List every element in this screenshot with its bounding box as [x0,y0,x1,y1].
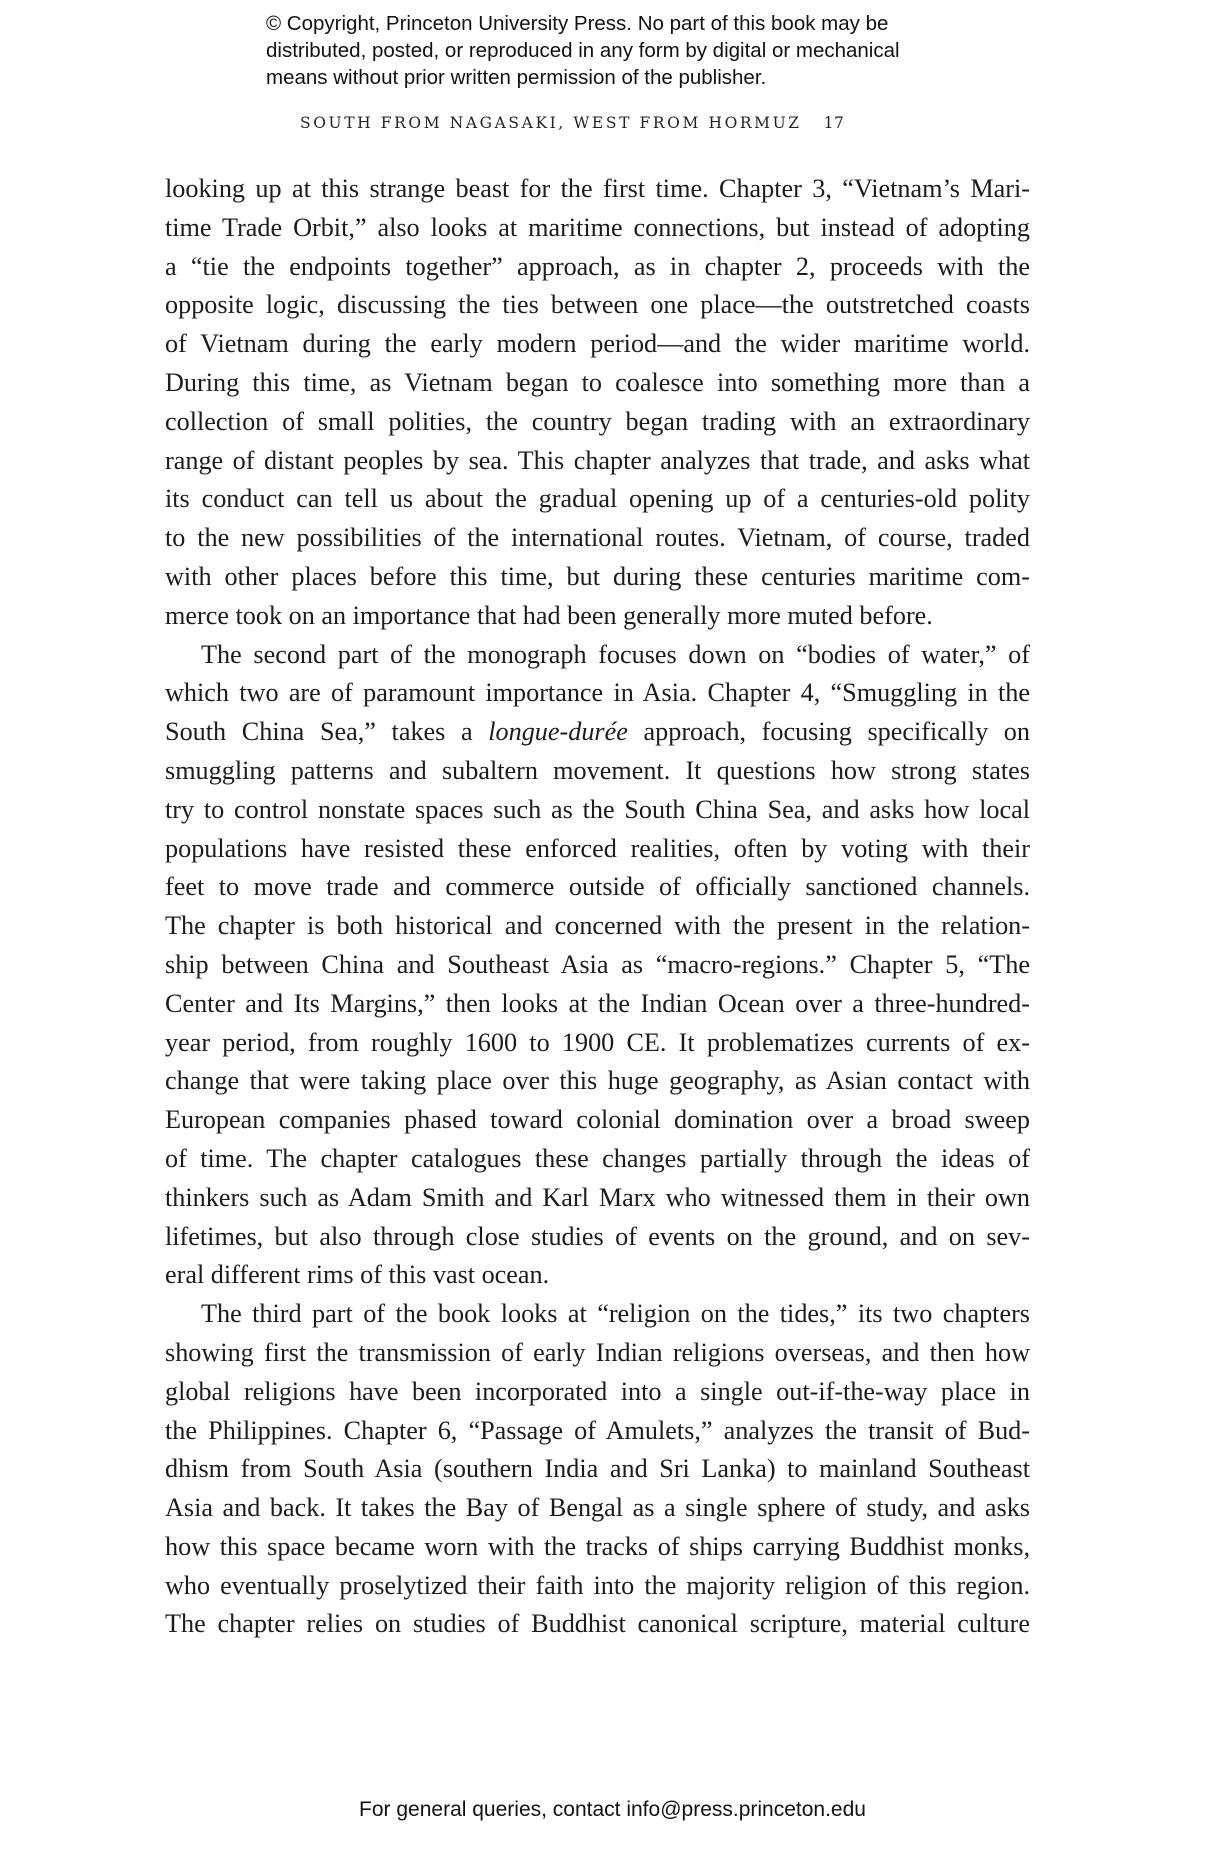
text-line: global religions have been incorporated into a single out-if-the-way place in [165,1376,1030,1406]
running-head-title: SOUTH FROM NAGASAKI, WEST FROM HORMUZ [300,114,802,132]
text-line: The third part of the book looks at “religion on the tides,” its two chapters [201,1299,1030,1329]
running-head [300,114,844,132]
text-line: Center and Its Margins,” then looks at the Indian Ocean over a three-hundred- [165,988,1030,1018]
text-line: The chapter relies on studies of Buddhist canonical scripture, material culture [165,1609,1030,1639]
body-text [165,170,1030,1644]
text-line: of time. The chapter catalogues these changes partially through the ideas of [165,1143,1030,1173]
text-line: to the new possibilities of the international routes. Vietnam, of course, traded [165,523,1030,553]
text-line: thinkers such as Adam Smith and Karl Marx who witnessed them in their own [165,1182,1030,1212]
paragraph [165,636,1030,1296]
text-line: South China Sea,” takes a longue-durée approach, focusing specifically on [165,717,1030,747]
text-line: opposite logic, discussing the ties between one place—the outstretched coasts [165,290,1030,320]
text-line: eral different rims of this vast ocean. [165,1260,550,1290]
text-line: time Trade Orbit,” also looks at maritime connections, but instead of adopting [165,212,1030,242]
text-line: During this time, as Vietnam began to coalesce into something more than a [165,367,1030,397]
copyright-line: means without prior written permission of the publisher. [266,66,767,89]
text-line: dhism from South Asia (southern India and Sri Lanka) to mainland Southeast [165,1454,1030,1484]
footer-contact: For general queries, contact info@press.princeton.edu [359,1798,866,1821]
text-line: which two are of paramount importance in Asia. Chapter 4, “Smuggling in the [165,678,1030,708]
copyright-line: distributed, posted, or reproduced in any form by digital or mechanical [266,39,900,62]
page-number: 17 [823,114,845,132]
text-line: showing first the transmission of early Indian religions overseas, and then how [165,1337,1030,1367]
text-line: with other places before this time, but during these centuries maritime com- [165,561,1030,591]
text-line: looking up at this strange beast for the first time. Chapter 3, “Vietnam’s Mari- [165,174,1030,203]
text-line: populations have resisted these enforced realities, often by voting with their [165,833,1030,863]
text-line: of Vietnam during the early modern period—and the wider maritime world. [165,329,1030,359]
text-line: range of distant peoples by sea. This chapter analyzes that trade, and asks what [165,445,1030,475]
text-line: feet to move trade and commerce outside of officially sanctioned channels. [165,872,1030,902]
text-line: how this space became worn with the tracks of ships carrying Buddhist monks, [165,1531,1030,1561]
text-line: European companies phased toward colonial domination over a broad sweep [165,1105,1030,1135]
text-line: The second part of the monograph focuses down on “bodies of water,” of [201,639,1030,669]
text-line: ship between China and Southeast Asia as “macro-regions.” Chapter 5, “The [165,949,1030,979]
paragraph [165,1295,1030,1644]
text-line: change that were taking place over this huge geography, as Asian contact with [165,1066,1030,1096]
text-line: smuggling patterns and subaltern movement. It questions how strong states [165,755,1030,785]
copyright-line: © Copyright, Princeton University Press. No part of this book may be [266,12,889,35]
text-line: The chapter is both historical and concerned with the present in the relation- [165,911,1030,941]
text-line: merce took on an importance that had been generally more muted before. [165,600,933,630]
text-line: who eventually proselytized their faith into the majority religion of this region. [165,1570,1030,1600]
copyright-notice [266,10,1006,91]
text-line: its conduct can tell us about the gradual opening up of a centuries-old polity [165,484,1030,514]
text-line: Asia and back. It takes the Bay of Bengal as a single sphere of study, and asks [165,1493,1030,1523]
text-line: collection of small polities, the country began trading with an extraordinary [165,406,1030,436]
text-line: a “tie the endpoints together” approach, as in chapter 2, proceeds with the [165,251,1030,281]
paragraph [165,170,1030,636]
text-line: year period, from roughly 1600 to 1900 CE. It problematizes currents of ex- [165,1027,1030,1057]
text-line: lifetimes, but also through close studies of events on the ground, and on sev- [165,1221,1030,1251]
text-line: try to control nonstate spaces such as the South China Sea, and asks how local [165,794,1030,824]
text-line: the Philippines. Chapter 6, “Passage of Amulets,” analyzes the transit of Bud- [165,1415,1030,1445]
